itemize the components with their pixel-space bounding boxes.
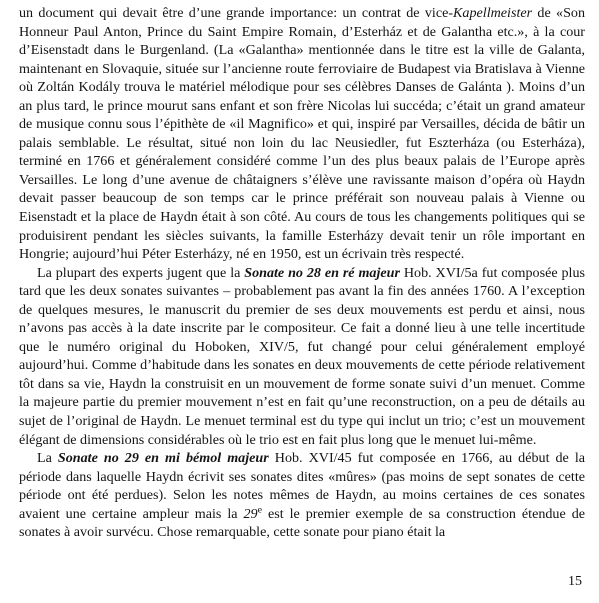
document-body xyxy=(19,4,585,542)
text-run: La plupart des experts jugent que la xyxy=(37,264,245,281)
text-run: e xyxy=(257,504,262,516)
sonata-title: Sonate no 29 en mi bémol majeur xyxy=(57,450,269,467)
text-run: Kapellmeister xyxy=(453,5,533,21)
text-run: est le premier exemple de sa construction étendue de sonates à avoir survécu. Chose remarquable, cette sonate pour piano était la xyxy=(19,505,586,541)
text-run: Hob. XVI/45 fut composée en 1766, au début de la période dans laquelle Haydn écrivit ses sonates dites «mûres» (pas moins de sept sonates de cette période ont été perdues). Selon les notes mêmes de Haydn, au moins certaines de ces sonates avaient une certaine ampleur mais la xyxy=(19,450,586,522)
text-run: Hob. XVI/5a fut composée plus tard que les deux sonates suivantes – probablement pas avant la fin des années 1760. A l’exception de quelques mesures, le manuscrit du premier de ses deux mouvements est perdu et ainsi, nous n’avons pas accès à la date inscrite par le compositeur. Ce fait a donné lieu à une telle incertitude que le numéro original du Hoboken, XIV/5, fut changé pour celui généralement employé aujourd’hui. Comme d’habitude dans les sonates en deux mouvements de cette période relativement tôt dans sa vie, Haydn la construisit en un mouvement de forme sonate suivi d’un menuet. Comme la majeure partie du premier mouvement n’est en fait qu’une reconstruction, on a peu de détails au sujet de l’original de Haydn. Le menuet terminal est du type qui inclut un trio; c’est un mouvement élégant de dimensions considérables où le trio est en fait plus long que le menuet lui-même. xyxy=(19,264,585,448)
sonata-title: Sonate no 28 en ré majeur xyxy=(244,264,400,281)
paragraph xyxy=(19,4,585,264)
text-run: La xyxy=(37,450,58,467)
paragraph xyxy=(19,264,585,449)
paragraph xyxy=(19,449,585,542)
text-run: 29 xyxy=(243,505,258,522)
page-number: 15 xyxy=(568,574,582,589)
text-run: de «Son Honneur Paul Anton, Prince du Saint Empire Romain, d’Esterház et de Galantha etc.», à la cour d’Eisenstadt dans le Burgenland. (La «Galantha» mentionnée dans le titre est la ville de Galanta, maintenant en Slovaquie, située sur l’ancienne route ferroviaire de Budapest via Bratislava à Vienne où Zoltán Kodály trouva le matériel mélodique pour ses célèbres Danses de Galánta ). Moins d’un an plus tard, le prince mourut sans enfant et son frère Nicolas lui succéda; c’était un grand amateur de musique connu sous l’épithète de «il Magnifico» et qui, inspiré par Versailles, décida de bâtir un palais semblable. Le résultat, situé non loin du lac Neusiedler, fut Eszterháza (ou Esterháza), terminé en 1766 et généralement considéré comme l’un des plus beaux palais de l’Europe après Versailles. Le long d’une avenue de châtaigners s’élève une ravissante maison d’opéra où Haydn devait passer beaucoup de son temps car le prince préférait son nouveau palais à Vienne ou Eisenstadt et la place de Haydn était à son côté. Au cours de tous les changements politiques qui se produisirent pendant les siècles suivants, la famille Esterházy devait tenir un rôle important en Hongrie; aujourd’hui Péter Esterházy, né en 1950, est un écrivain très respecté. xyxy=(19,5,585,263)
text-run: un document qui devait être d’une grande importance: un contrat de vice- xyxy=(19,5,454,21)
